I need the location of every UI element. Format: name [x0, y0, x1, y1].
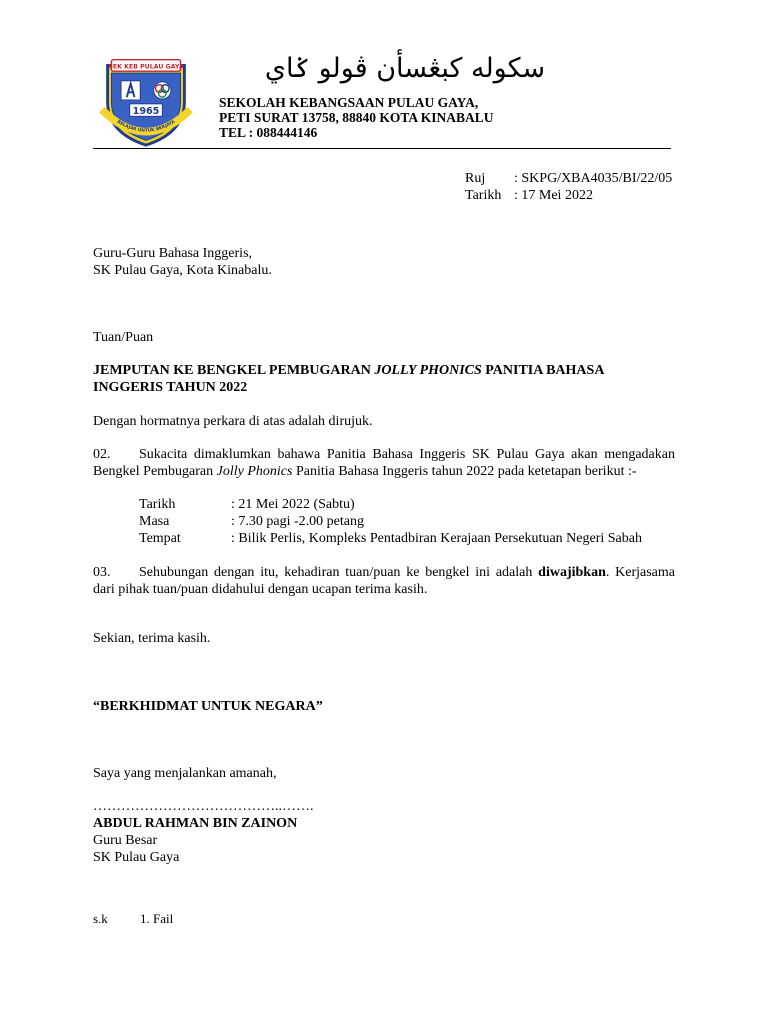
- para-02-text-2: Panitia Bahasa Inggeris tahun 2022 pada ketetapan berikut :-: [292, 464, 637, 479]
- detail-row-time: [139, 513, 642, 530]
- subject-part-2: PANITIA BAHASA INGGERIS TAHUN 2022: [93, 363, 604, 395]
- detail-row-venue: [139, 530, 642, 547]
- detail-value: : Bilik Perlis, Kompleks Pentadbiran Kerajaan Persekutuan Negeri Sabah: [231, 531, 642, 546]
- detail-label: Tempat: [139, 531, 181, 546]
- logo-motto: BELAJAR UNTUK BERJAYA: [115, 119, 177, 134]
- cc-block: [93, 910, 173, 927]
- school-address: PETI SURAT 13758, 88840 KOTA KINABALU: [219, 110, 494, 125]
- para-03-number: 03.: [93, 565, 111, 580]
- cc-label: s.k: [93, 911, 108, 926]
- paragraph-03: [93, 564, 675, 598]
- school-name: SEKOLAH KEBANGSAAN PULAU GAYA,: [219, 95, 479, 110]
- letterhead-divider: [93, 148, 671, 149]
- signatory-name: ABDUL RAHMAN BIN ZAINON: [93, 816, 298, 831]
- letterhead-address-block: [219, 95, 494, 140]
- detail-value: : 21 Mei 2022 (Sabtu): [231, 497, 355, 512]
- detail-label: Tarikh: [139, 497, 176, 512]
- para-03-text-2: . Kerjasama dari pihak tuan/puan didahului dengan ucapan terima kasih.: [93, 565, 675, 597]
- para-02-text-1: Sukacita dimaklumkan bahawa Panitia Bahasa Inggeris SK Pulau Gaya akan mengadakan Bengkel Pembugaran: [93, 447, 675, 479]
- detail-label: Masa: [139, 514, 170, 529]
- detail-row-date: [139, 496, 642, 513]
- cc-item: 1. Fail: [140, 911, 174, 926]
- signatory-school: SK Pulau Gaya: [93, 850, 180, 865]
- salutation: Tuan/Puan: [93, 330, 154, 345]
- school-name-jawi: سكوله كبڠسأن ڤولو ݢاي: [264, 53, 546, 84]
- para-02-italic: Jolly Phonics: [216, 464, 293, 479]
- para-02-number: 02.: [93, 447, 111, 462]
- motto: “BERKHIDMAT UNTUK NEGARA”: [93, 699, 323, 714]
- signature-block: [93, 798, 314, 866]
- logo-year: 1965: [132, 105, 160, 117]
- paragraph-02: [93, 446, 675, 480]
- reference-block: [465, 170, 672, 204]
- opening-line: Dengan hormatnya perkara di atas adalah dirujuk.: [93, 414, 373, 429]
- tarikh-label: Tarikh: [465, 188, 502, 203]
- detail-value: : 7.30 pagi -2.00 petang: [231, 514, 364, 529]
- school-crest-logo: [98, 52, 194, 148]
- event-details: [139, 496, 642, 547]
- para-03-bold: diwajibkan: [538, 565, 606, 580]
- school-tel: TEL : 088444146: [219, 125, 318, 140]
- subject-part-1: JEMPUTAN KE BENGKEL PEMBUGARAN: [93, 363, 375, 378]
- letter-subject: [93, 362, 673, 396]
- recipient-line-2: SK Pulau Gaya, Kota Kinabalu.: [93, 263, 272, 278]
- signature-line: …………………………………..…….: [93, 799, 314, 814]
- logo-top-text: SEK KEB PULAU GAYA: [108, 63, 184, 71]
- signatory-title: Guru Besar: [93, 833, 158, 848]
- recipient-block: [93, 245, 272, 279]
- closing-line: Sekian, terima kasih.: [93, 631, 211, 646]
- para-03-text-1: Sehubungan dengan itu, kehadiran tuan/puan ke bengkel ini adalah: [139, 565, 539, 580]
- ruj-value: : SKPG/XBA4035/BI/22/05: [514, 171, 673, 186]
- tarikh-value: : 17 Mei 2022: [514, 188, 593, 203]
- recipient-line-1: Guru-Guru Bahasa Inggeris,: [93, 246, 253, 261]
- signoff: Saya yang menjalankan amanah,: [93, 766, 277, 781]
- ruj-label: Ruj: [465, 171, 486, 186]
- subject-italic: JOLLY PHONICS: [374, 363, 482, 378]
